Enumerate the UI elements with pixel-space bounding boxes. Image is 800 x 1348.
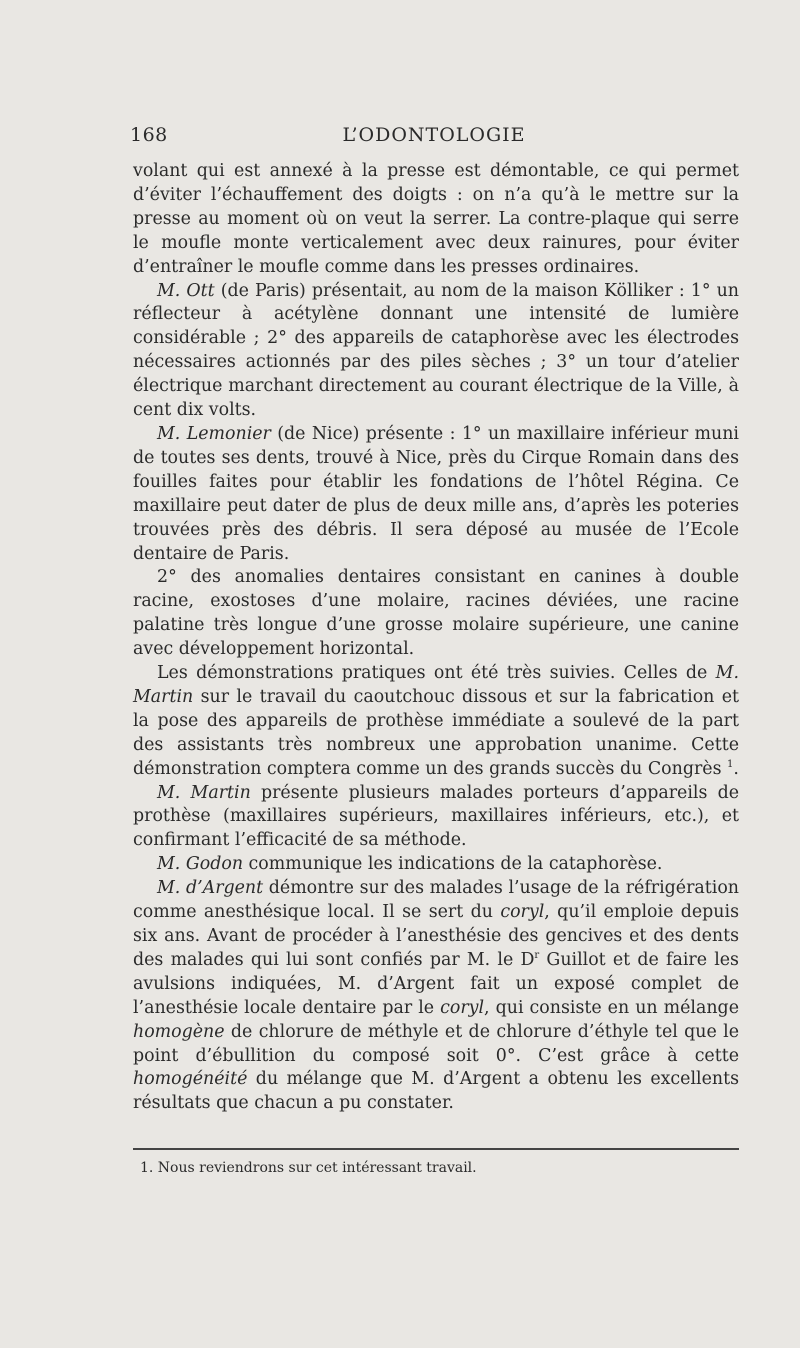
italic-text: M. Lemonier: [157, 423, 271, 444]
page-number: 168: [130, 124, 168, 146]
italic-text: M. Godon: [157, 854, 244, 875]
italic-text: M. Martin: [133, 663, 739, 707]
paragraph: [133, 566, 739, 662]
italic-text: homogénéité: [133, 1069, 248, 1090]
italic-text: M. Ott: [157, 280, 215, 301]
text-run: de chlorure de méthyle et de chlorure d’éthyle tel que le point d’ébullition du composé soit 0°. C’est grâce à cette: [133, 1021, 739, 1066]
text-run: Guillot et de faire les avulsions indiquées, M. d’Argent fait un exposé complet de l’anesthésie locale dentaire par le: [133, 949, 739, 1018]
text-run: .: [733, 758, 739, 779]
footnote-rule: [133, 1148, 739, 1150]
text-run: (de Nice) présente : 1° un maxillaire inférieur muni de toutes ses dents, trouvé à Nice, près du Cirque Romain dans des fouilles faites pour établir les fondations de l’hôtel Régina. Ce maxillaire peut dater de plus de deux mille ans, d’après les poteries trouvées près des débris. Il sera déposé au musée de l’Ecole dentaire de Paris.: [133, 423, 739, 564]
text-run: , qui consiste en un mélange: [484, 997, 739, 1018]
paragraph: [133, 423, 739, 566]
paragraph: [133, 877, 739, 1116]
running-title: L’ODONTOLOGIE: [342, 124, 526, 146]
text-run: du mélange que M. d’Argent a obtenu les excellents résultats que chacun a pu constater.: [133, 1069, 739, 1114]
text-run: présente plusieurs malades porteurs d’appareils de prothèse (maxillaires supérieurs, maxillaires inférieurs, etc.), et confirmant l’efficacité de sa méthode.: [133, 782, 739, 851]
article-body: [133, 160, 739, 1116]
paragraph: [133, 160, 739, 280]
italic-text: homogène: [133, 1021, 225, 1042]
paragraph: [133, 662, 739, 782]
superscript: 1: [727, 758, 734, 770]
footnote: 1. Nous reviendrons sur cet intéressant travail.: [140, 1160, 477, 1176]
text-run: (de Paris) présentait, au nom de la maison Kölliker : 1° un réflecteur à acétylène donnant une intensité de lumière considérable ; 2° des appareils de cataphorèse avec les électrodes nécessaires actionnés par des piles sèches ; 3° un tour d’atelier électrique marchant directement au courant électrique de la Ville, à cent dix volts.: [133, 280, 739, 421]
text-run: , qu’il emploie depuis six ans. Avant de procéder à l’anesthésie des gencives et des dents des malades qui lui sont confiés par M. le D: [133, 902, 739, 970]
text-run: communique les indications de la cataphorèse.: [243, 854, 663, 875]
italic-text: M. d’Argent: [157, 878, 264, 899]
superscript: r: [534, 950, 540, 962]
text-run: 2° des anomalies dentaires consistant en canines à double racine, exostoses d’une molaire, racines déviées, une racine palatine très longue d’une grosse molaire supérieure, une canine avec développement horizontal.: [133, 567, 739, 660]
text-run: Les démonstrations pratiques ont été très suivies. Celles de: [157, 663, 716, 684]
page-header: [130, 124, 738, 152]
italic-text: coryl: [500, 902, 545, 923]
text-run: démontre sur des malades l’usage de la réfrigération comme anesthésique local. Il se sert du: [133, 878, 739, 923]
paragraph: [133, 280, 739, 423]
italic-text: M. Martin: [157, 782, 251, 803]
italic-text: coryl: [440, 997, 485, 1018]
text-run: volant qui est annexé à la presse est démontable, ce qui permet d’éviter l’échauffement des doigts : on n’a qu’à le mettre sur la presse au moment où on veut la serrer. La contre-plaque qui serre le moufle monte verticalement avec deux rainures, pour éviter d’entraîner le moufle comme dans les presses ordinaires.: [133, 161, 739, 277]
text-run: sur le travail du caoutchouc dissous et sur la fabrication et la pose des appareils de prothèse immédiate a soulevé de la part des assistants très nombreux une approbation unanime. Cette démonstration comptera comme un des grands succès du Congrès: [133, 686, 739, 779]
paragraph: [133, 782, 739, 854]
paragraph: [133, 853, 739, 877]
